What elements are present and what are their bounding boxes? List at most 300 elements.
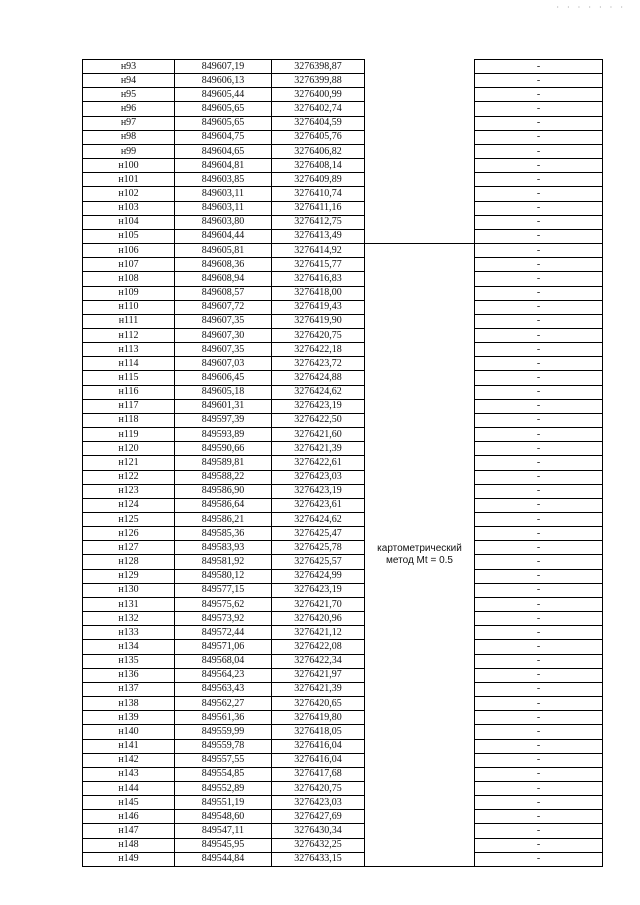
x-coordinate-cell: 849601,31: [175, 399, 272, 413]
method-blank-cell: [365, 201, 475, 215]
x-coordinate-cell: 849608,57: [175, 286, 272, 300]
table-row: [83, 399, 603, 413]
value-dash-cell: -: [475, 60, 603, 74]
value-dash-cell: -: [475, 385, 603, 399]
point-number-cell: н102: [83, 187, 175, 201]
value-dash-cell: -: [475, 498, 603, 512]
y-coordinate-cell: 3276399,88: [272, 74, 365, 88]
value-dash-cell: -: [475, 258, 603, 272]
x-coordinate-cell: 849607,35: [175, 343, 272, 357]
y-coordinate-cell: 3276427,69: [272, 810, 365, 824]
value-dash-cell: -: [475, 767, 603, 781]
x-coordinate-cell: 849544,84: [175, 852, 272, 866]
y-coordinate-cell: 3276410,74: [272, 187, 365, 201]
value-dash-cell: -: [475, 626, 603, 640]
y-coordinate-cell: 3276423,03: [272, 470, 365, 484]
method-blank-cell: [365, 159, 475, 173]
x-coordinate-cell: 849597,39: [175, 413, 272, 427]
x-coordinate-cell: 849564,23: [175, 668, 272, 682]
table-row: [83, 456, 603, 470]
table-row: [83, 824, 603, 838]
value-dash-cell: -: [475, 286, 603, 300]
table-row: [83, 428, 603, 442]
value-dash-cell: -: [475, 838, 603, 852]
y-coordinate-cell: 3276422,50: [272, 413, 365, 427]
point-number-cell: н100: [83, 159, 175, 173]
point-number-cell: н144: [83, 781, 175, 795]
table-row: [83, 60, 603, 74]
table-row: [83, 597, 603, 611]
point-number-cell: н109: [83, 286, 175, 300]
point-number-cell: н93: [83, 60, 175, 74]
x-coordinate-cell: 849593,89: [175, 428, 272, 442]
point-number-cell: н106: [83, 244, 175, 258]
table-row: [83, 159, 603, 173]
x-coordinate-cell: 849607,19: [175, 60, 272, 74]
y-coordinate-cell: 3276421,97: [272, 668, 365, 682]
x-coordinate-cell: 849603,11: [175, 187, 272, 201]
coordinates-table-body: [83, 60, 603, 867]
table-row: [83, 385, 603, 399]
x-coordinate-cell: 849605,81: [175, 244, 272, 258]
point-number-cell: н127: [83, 541, 175, 555]
point-number-cell: н99: [83, 144, 175, 158]
table-row: [83, 654, 603, 668]
y-coordinate-cell: 3276415,77: [272, 258, 365, 272]
table-row: [83, 711, 603, 725]
method-blank-cell: [365, 60, 475, 74]
value-dash-cell: -: [475, 300, 603, 314]
y-coordinate-cell: 3276416,04: [272, 739, 365, 753]
y-coordinate-cell: 3276422,34: [272, 654, 365, 668]
value-dash-cell: -: [475, 116, 603, 130]
value-dash-cell: -: [475, 130, 603, 144]
y-coordinate-cell: 3276421,70: [272, 597, 365, 611]
table-row: [83, 328, 603, 342]
value-dash-cell: -: [475, 144, 603, 158]
point-number-cell: н124: [83, 498, 175, 512]
value-dash-cell: -: [475, 159, 603, 173]
x-coordinate-cell: 849580,12: [175, 569, 272, 583]
method-blank-cell: [365, 116, 475, 130]
x-coordinate-cell: 849588,22: [175, 470, 272, 484]
x-coordinate-cell: 849607,35: [175, 314, 272, 328]
x-coordinate-cell: 849547,11: [175, 824, 272, 838]
value-dash-cell: -: [475, 612, 603, 626]
value-dash-cell: -: [475, 597, 603, 611]
y-coordinate-cell: 3276423,61: [272, 498, 365, 512]
y-coordinate-cell: 3276408,14: [272, 159, 365, 173]
value-dash-cell: -: [475, 470, 603, 484]
y-coordinate-cell: 3276419,80: [272, 711, 365, 725]
value-dash-cell: -: [475, 88, 603, 102]
x-coordinate-cell: 849586,21: [175, 513, 272, 527]
table-row: [83, 725, 603, 739]
y-coordinate-cell: 3276412,75: [272, 215, 365, 229]
table-row: [83, 371, 603, 385]
table-row: [83, 781, 603, 795]
value-dash-cell: -: [475, 555, 603, 569]
table-row: [83, 144, 603, 158]
x-coordinate-cell: 849551,19: [175, 796, 272, 810]
point-number-cell: н134: [83, 640, 175, 654]
y-coordinate-cell: 3276433,15: [272, 852, 365, 866]
x-coordinate-cell: 849607,30: [175, 328, 272, 342]
point-number-cell: н96: [83, 102, 175, 116]
x-coordinate-cell: 849575,62: [175, 597, 272, 611]
point-number-cell: н133: [83, 626, 175, 640]
table-row: [83, 513, 603, 527]
table-row: [83, 753, 603, 767]
value-dash-cell: -: [475, 272, 603, 286]
value-dash-cell: -: [475, 796, 603, 810]
value-dash-cell: -: [475, 810, 603, 824]
table-row: [83, 343, 603, 357]
method-blank-cell: [365, 187, 475, 201]
x-coordinate-cell: 849573,92: [175, 612, 272, 626]
point-number-cell: н114: [83, 357, 175, 371]
x-coordinate-cell: 849554,85: [175, 767, 272, 781]
x-coordinate-cell: 849603,80: [175, 215, 272, 229]
x-coordinate-cell: 849586,90: [175, 484, 272, 498]
table-row: [83, 173, 603, 187]
table-row: [83, 640, 603, 654]
y-coordinate-cell: 3276406,82: [272, 144, 365, 158]
method-blank-cell: [365, 229, 475, 243]
point-number-cell: н143: [83, 767, 175, 781]
y-coordinate-cell: 3276421,39: [272, 682, 365, 696]
y-coordinate-cell: 3276419,90: [272, 314, 365, 328]
point-number-cell: н145: [83, 796, 175, 810]
point-number-cell: н146: [83, 810, 175, 824]
table-row: [83, 484, 603, 498]
value-dash-cell: -: [475, 371, 603, 385]
point-number-cell: н137: [83, 682, 175, 696]
table-row: [83, 527, 603, 541]
table-row: [83, 314, 603, 328]
table-row: [83, 682, 603, 696]
value-dash-cell: -: [475, 314, 603, 328]
x-coordinate-cell: 849603,11: [175, 201, 272, 215]
table-row: [83, 569, 603, 583]
x-coordinate-cell: 849590,66: [175, 442, 272, 456]
x-coordinate-cell: 849604,81: [175, 159, 272, 173]
value-dash-cell: -: [475, 697, 603, 711]
y-coordinate-cell: 3276425,57: [272, 555, 365, 569]
value-dash-cell: -: [475, 513, 603, 527]
x-coordinate-cell: 849572,44: [175, 626, 272, 640]
point-number-cell: н141: [83, 739, 175, 753]
x-coordinate-cell: 849557,55: [175, 753, 272, 767]
y-coordinate-cell: 3276424,99: [272, 569, 365, 583]
table-row: [83, 300, 603, 314]
y-coordinate-cell: 3276411,16: [272, 201, 365, 215]
point-number-cell: н107: [83, 258, 175, 272]
x-coordinate-cell: 849568,04: [175, 654, 272, 668]
point-number-cell: н113: [83, 343, 175, 357]
table-row: [83, 74, 603, 88]
x-coordinate-cell: 849608,94: [175, 272, 272, 286]
y-coordinate-cell: 3276422,18: [272, 343, 365, 357]
value-dash-cell: -: [475, 725, 603, 739]
x-coordinate-cell: 849606,13: [175, 74, 272, 88]
method-blank-cell: [365, 144, 475, 158]
table-row: [83, 796, 603, 810]
x-coordinate-cell: 849583,93: [175, 541, 272, 555]
value-dash-cell: -: [475, 328, 603, 342]
value-dash-cell: -: [475, 102, 603, 116]
point-number-cell: н111: [83, 314, 175, 328]
value-dash-cell: -: [475, 357, 603, 371]
method-line-1: картометрический: [377, 542, 462, 554]
table-row: [83, 810, 603, 824]
x-coordinate-cell: 849581,92: [175, 555, 272, 569]
point-number-cell: н110: [83, 300, 175, 314]
method-blank-cell: [365, 173, 475, 187]
x-coordinate-cell: 849559,78: [175, 739, 272, 753]
point-number-cell: н139: [83, 711, 175, 725]
table-row: [83, 272, 603, 286]
value-dash-cell: -: [475, 484, 603, 498]
x-coordinate-cell: 849604,75: [175, 130, 272, 144]
y-coordinate-cell: 3276418,00: [272, 286, 365, 300]
point-number-cell: н136: [83, 668, 175, 682]
y-coordinate-cell: 3276423,19: [272, 484, 365, 498]
x-coordinate-cell: 849562,27: [175, 697, 272, 711]
x-coordinate-cell: 849604,44: [175, 229, 272, 243]
point-number-cell: н115: [83, 371, 175, 385]
table-row: [83, 201, 603, 215]
point-number-cell: н117: [83, 399, 175, 413]
value-dash-cell: -: [475, 753, 603, 767]
method-cell: [365, 244, 475, 867]
y-coordinate-cell: 3276423,19: [272, 399, 365, 413]
x-coordinate-cell: 849607,72: [175, 300, 272, 314]
value-dash-cell: -: [475, 173, 603, 187]
point-number-cell: н97: [83, 116, 175, 130]
table-row: [83, 357, 603, 371]
value-dash-cell: -: [475, 541, 603, 555]
y-coordinate-cell: 3276430,34: [272, 824, 365, 838]
coordinates-table: [82, 59, 603, 867]
y-coordinate-cell: 3276422,08: [272, 640, 365, 654]
y-coordinate-cell: 3276413,49: [272, 229, 365, 243]
x-coordinate-cell: 849563,43: [175, 682, 272, 696]
value-dash-cell: -: [475, 413, 603, 427]
value-dash-cell: -: [475, 852, 603, 866]
point-number-cell: н138: [83, 697, 175, 711]
table-row: [83, 555, 603, 569]
value-dash-cell: -: [475, 428, 603, 442]
point-number-cell: н147: [83, 824, 175, 838]
y-coordinate-cell: 3276404,59: [272, 116, 365, 130]
y-coordinate-cell: 3276417,68: [272, 767, 365, 781]
x-coordinate-cell: 849545,95: [175, 838, 272, 852]
point-number-cell: н112: [83, 328, 175, 342]
y-coordinate-cell: 3276421,39: [272, 442, 365, 456]
point-number-cell: н108: [83, 272, 175, 286]
value-dash-cell: -: [475, 668, 603, 682]
point-number-cell: н140: [83, 725, 175, 739]
y-coordinate-cell: 3276400,99: [272, 88, 365, 102]
x-coordinate-cell: 849605,44: [175, 88, 272, 102]
table-row: [83, 612, 603, 626]
point-number-cell: н131: [83, 597, 175, 611]
table-row: [83, 187, 603, 201]
y-coordinate-cell: 3276414,92: [272, 244, 365, 258]
x-coordinate-cell: 849605,65: [175, 102, 272, 116]
x-coordinate-cell: 849561,36: [175, 711, 272, 725]
y-coordinate-cell: 3276425,78: [272, 541, 365, 555]
y-coordinate-cell: 3276423,19: [272, 583, 365, 597]
y-coordinate-cell: 3276425,47: [272, 527, 365, 541]
point-number-cell: н126: [83, 527, 175, 541]
point-number-cell: н128: [83, 555, 175, 569]
point-number-cell: н149: [83, 852, 175, 866]
value-dash-cell: -: [475, 682, 603, 696]
value-dash-cell: -: [475, 781, 603, 795]
table-row: [83, 739, 603, 753]
y-coordinate-cell: 3276420,75: [272, 328, 365, 342]
method-line-2: метод Mt = 0.5: [386, 554, 453, 566]
x-coordinate-cell: 849608,36: [175, 258, 272, 272]
point-number-cell: н148: [83, 838, 175, 852]
point-number-cell: н95: [83, 88, 175, 102]
point-number-cell: н142: [83, 753, 175, 767]
y-coordinate-cell: 3276398,87: [272, 60, 365, 74]
value-dash-cell: -: [475, 74, 603, 88]
x-coordinate-cell: 849604,65: [175, 144, 272, 158]
y-coordinate-cell: 3276416,04: [272, 753, 365, 767]
table-row: [83, 442, 603, 456]
method-blank-cell: [365, 215, 475, 229]
table-row: [83, 258, 603, 272]
y-coordinate-cell: 3276416,83: [272, 272, 365, 286]
table-row: [83, 626, 603, 640]
point-number-cell: н103: [83, 201, 175, 215]
point-number-cell: н98: [83, 130, 175, 144]
x-coordinate-cell: 849603,85: [175, 173, 272, 187]
y-coordinate-cell: 3276420,75: [272, 781, 365, 795]
table-row: [83, 116, 603, 130]
method-blank-cell: [365, 102, 475, 116]
value-dash-cell: -: [475, 343, 603, 357]
point-number-cell: н104: [83, 215, 175, 229]
y-coordinate-cell: 3276419,43: [272, 300, 365, 314]
point-number-cell: н119: [83, 428, 175, 442]
table-row: [83, 838, 603, 852]
value-dash-cell: -: [475, 399, 603, 413]
y-coordinate-cell: 3276432,25: [272, 838, 365, 852]
value-dash-cell: -: [475, 654, 603, 668]
point-number-cell: н116: [83, 385, 175, 399]
y-coordinate-cell: 3276424,62: [272, 513, 365, 527]
table-row: [83, 130, 603, 144]
y-coordinate-cell: 3276402,74: [272, 102, 365, 116]
y-coordinate-cell: 3276424,62: [272, 385, 365, 399]
value-dash-cell: -: [475, 229, 603, 243]
table-row: [83, 413, 603, 427]
value-dash-cell: -: [475, 456, 603, 470]
x-coordinate-cell: 849606,45: [175, 371, 272, 385]
point-number-cell: н132: [83, 612, 175, 626]
value-dash-cell: -: [475, 711, 603, 725]
value-dash-cell: -: [475, 583, 603, 597]
point-number-cell: н105: [83, 229, 175, 243]
point-number-cell: н121: [83, 456, 175, 470]
y-coordinate-cell: 3276409,89: [272, 173, 365, 187]
point-number-cell: н125: [83, 513, 175, 527]
x-coordinate-cell: 849548,60: [175, 810, 272, 824]
value-dash-cell: -: [475, 442, 603, 456]
method-blank-cell: [365, 130, 475, 144]
y-coordinate-cell: 3276422,61: [272, 456, 365, 470]
point-number-cell: н130: [83, 583, 175, 597]
table-row: [83, 286, 603, 300]
x-coordinate-cell: 849571,06: [175, 640, 272, 654]
y-coordinate-cell: 3276423,03: [272, 796, 365, 810]
y-coordinate-cell: 3276423,72: [272, 357, 365, 371]
table-row: [83, 767, 603, 781]
value-dash-cell: -: [475, 201, 603, 215]
value-dash-cell: -: [475, 244, 603, 258]
table-row: [83, 229, 603, 243]
table-row: [83, 244, 603, 258]
x-coordinate-cell: 849577,15: [175, 583, 272, 597]
value-dash-cell: -: [475, 215, 603, 229]
x-coordinate-cell: 849586,64: [175, 498, 272, 512]
point-number-cell: н101: [83, 173, 175, 187]
value-dash-cell: -: [475, 640, 603, 654]
y-coordinate-cell: 3276421,60: [272, 428, 365, 442]
y-coordinate-cell: 3276421,12: [272, 626, 365, 640]
method-blank-cell: [365, 74, 475, 88]
point-number-cell: н129: [83, 569, 175, 583]
table-row: [83, 88, 603, 102]
table-row: [83, 668, 603, 682]
corner-mark: · · · · · · ·: [556, 3, 626, 12]
table-row: [83, 215, 603, 229]
value-dash-cell: -: [475, 569, 603, 583]
y-coordinate-cell: 3276420,96: [272, 612, 365, 626]
table-row: [83, 852, 603, 866]
x-coordinate-cell: 849585,36: [175, 527, 272, 541]
method-blank-cell: [365, 88, 475, 102]
point-number-cell: н123: [83, 484, 175, 498]
x-coordinate-cell: 849559,99: [175, 725, 272, 739]
point-number-cell: н122: [83, 470, 175, 484]
y-coordinate-cell: 3276405,76: [272, 130, 365, 144]
x-coordinate-cell: 849607,03: [175, 357, 272, 371]
x-coordinate-cell: 849589,81: [175, 456, 272, 470]
table-row: [83, 583, 603, 597]
table-row: [83, 498, 603, 512]
point-number-cell: н94: [83, 74, 175, 88]
value-dash-cell: -: [475, 739, 603, 753]
y-coordinate-cell: 3276424,88: [272, 371, 365, 385]
point-number-cell: н135: [83, 654, 175, 668]
y-coordinate-cell: 3276420,65: [272, 697, 365, 711]
x-coordinate-cell: 849605,18: [175, 385, 272, 399]
value-dash-cell: -: [475, 824, 603, 838]
value-dash-cell: -: [475, 187, 603, 201]
point-number-cell: н118: [83, 413, 175, 427]
y-coordinate-cell: 3276418,05: [272, 725, 365, 739]
value-dash-cell: -: [475, 527, 603, 541]
x-coordinate-cell: 849552,89: [175, 781, 272, 795]
table-row: [83, 697, 603, 711]
table-row: [83, 470, 603, 484]
